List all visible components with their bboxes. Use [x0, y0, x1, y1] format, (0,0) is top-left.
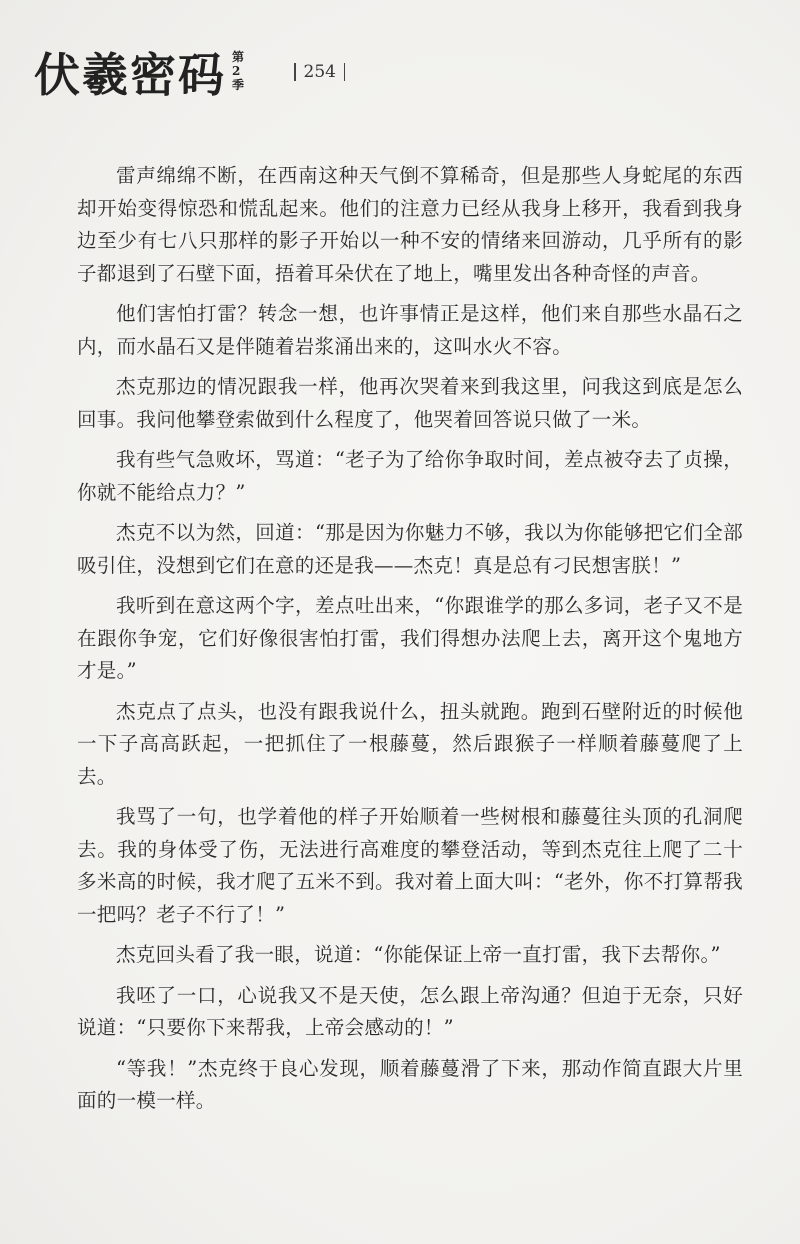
page-header — [34, 40, 353, 110]
divider-right — [344, 63, 346, 81]
paragraph: 杰克那边的情况跟我一样，他再次哭着来到我这里，问我这到底是怎么回事。我问他攀登索做到什么程度了，他哭着回答说只做了一米。 — [77, 375, 743, 431]
paragraph: 我听到在意这两个字，差点吐出来，“你跟谁学的那么多词，老子又不是在跟你争宠，它们好像很害怕打雷，我们得想办法爬上去，离开这个鬼地方才是。” — [77, 594, 743, 682]
paragraph: 雷声绵绵不断，在西南这种天气倒不算稀奇，但是那些人身蛇尾的东西却开始变得惊恐和慌乱起来。他们的注意力已经从我身上移开，我看到我身边至少有七八只那样的影子开始以一种不安的情绪来回游动，几乎所有的影子都退到了石壁下面，捂着耳朵伏在了地上，嘴里发出各种奇怪的声音。 — [77, 164, 743, 285]
body-text — [77, 160, 743, 1118]
page-number-block — [286, 62, 353, 82]
book-title: 伏羲密码 — [34, 48, 226, 102]
paragraph: 我呸了一口，心说我又不是天使，怎么跟上帝沟通？但迫于无奈，只好说道：“只要你下来帮我，上帝会感动的！” — [77, 983, 743, 1039]
paragraph: 我骂了一句，也学着他的样子开始顺着一些树根和藤蔓往头顶的孔洞爬去。我的身体受了伤，无法进行高难度的攀登活动，等到杰克往上爬了二十多米高的时候，我才爬了五米不到。我对着上面大叫：“老外，你不打算帮我一把吗？老子不行了！” — [77, 805, 743, 926]
paragraph: 杰克点了点头，也没有跟我说什么，扭头就跑。跑到石壁附近的时候他一下子高高跃起，一把抓住了一根藤蔓，然后跟猴子一样顺着藤蔓爬了上去。 — [77, 699, 743, 788]
paragraph: 杰克回头看了我一眼，说道：“你能保证上帝一直打雷，我下去帮你。” — [116, 943, 721, 966]
paragraph: 杰克不以为然，回道：“那是因为你魅力不够，我以为你能够把它们全部吸引住，没想到它们在意的还是我——杰克！真是总有刁民想害朕！” — [77, 521, 743, 577]
paragraph: 我有些气急败坏，骂道：“老子为了给你争取时间，差点被夺去了贞操，你就不能给点力？” — [77, 448, 743, 504]
paragraph: “等我！”杰克终于良心发现，顺着藤蔓滑了下来，那动作简直跟大片里面的一模一样。 — [77, 1056, 743, 1112]
page-number: 254 — [303, 62, 336, 82]
paragraph: 他们害怕打雷？转念一想，也许事情正是这样，他们来自那些水晶石之内，而水晶石又是伴随着岩浆涌出来的，这叫水火不容。 — [77, 302, 743, 358]
season-label: 第2季 — [232, 50, 245, 92]
divider-left — [294, 63, 296, 81]
